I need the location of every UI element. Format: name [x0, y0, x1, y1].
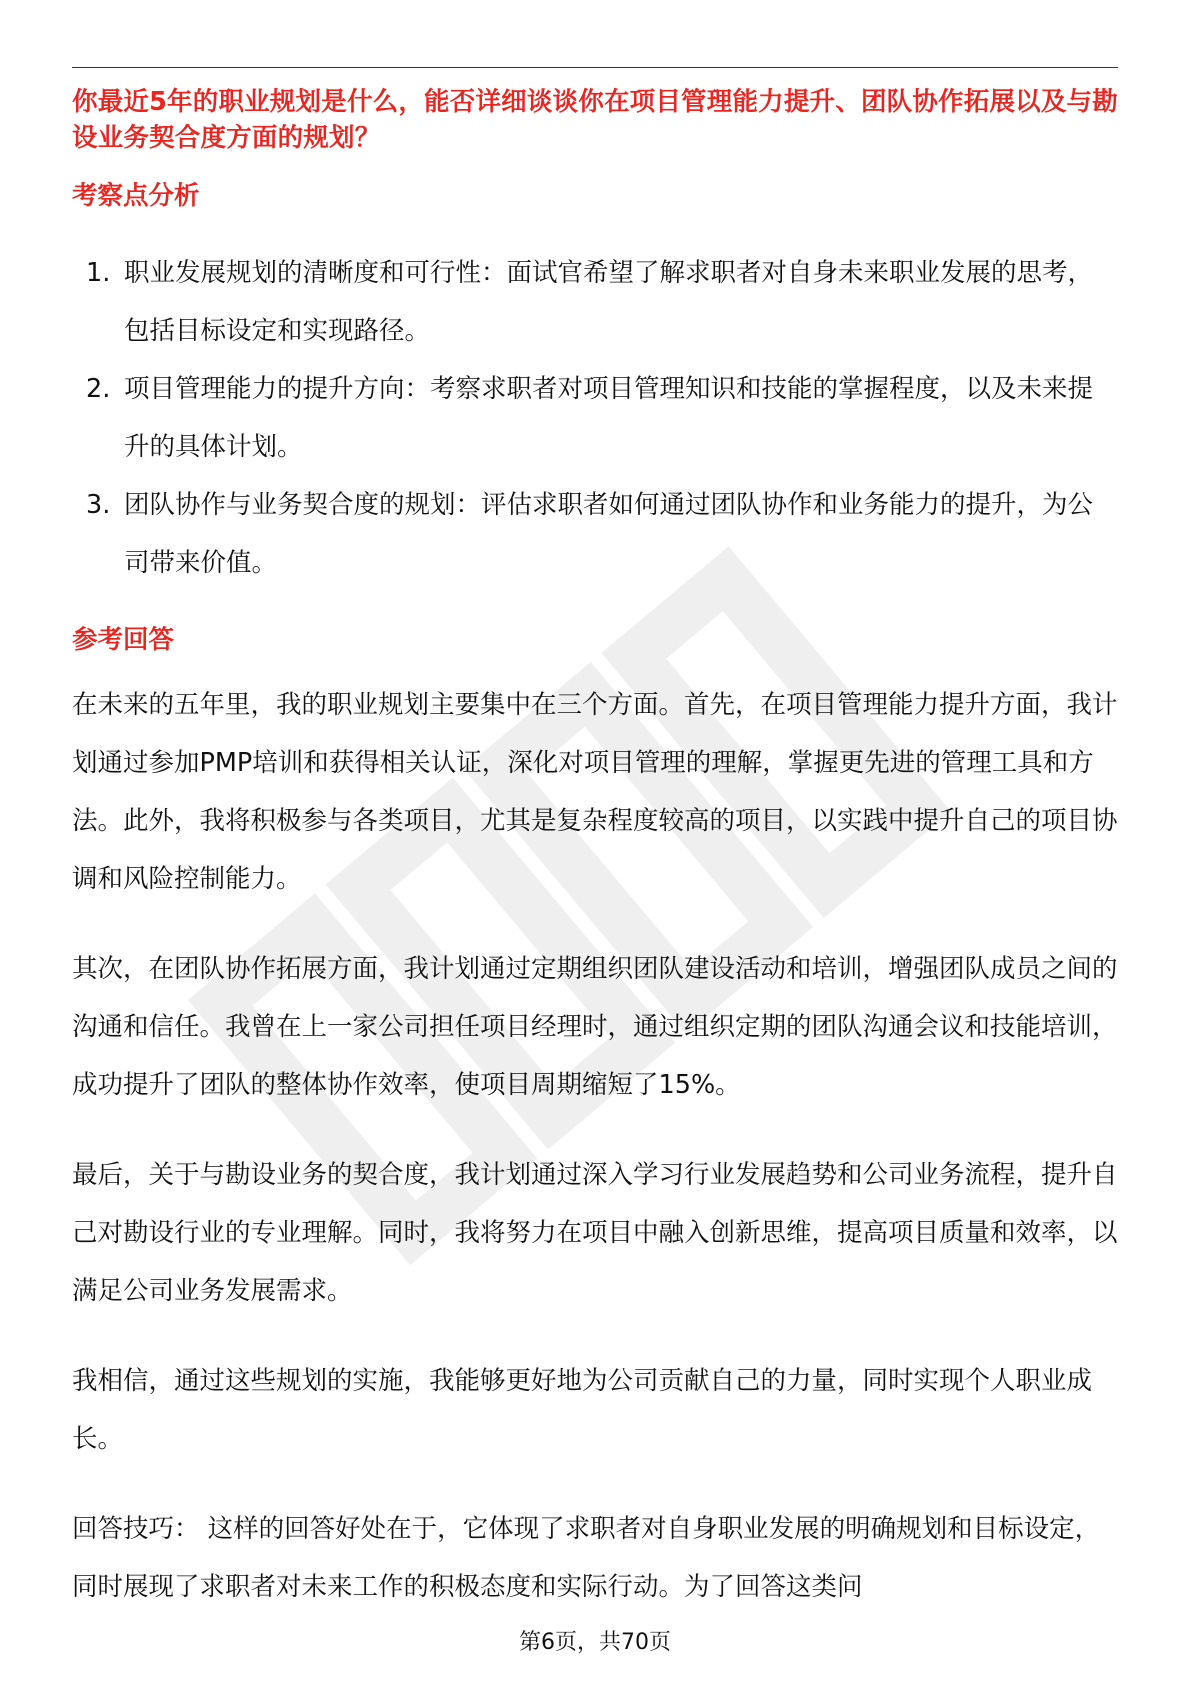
answer-heading: 参考回答	[72, 625, 175, 655]
header-divider	[72, 67, 1118, 68]
list-item	[72, 360, 1118, 476]
answer-paragraph: 在未来的五年里，我的职业规划主要集中在三个方面。首先，在项目管理能力提升方面，我计划通过参加PMP培训和获得相关认证，深化对项目管理的理解，掌握更先进的管理工具和方法。此外，我将积极参与各类项目，尤其是复杂程度较高的项目，以实践中提升自己的项目协调和风险控制能力。	[72, 690, 1118, 894]
analysis-heading: 考察点分析	[72, 181, 200, 211]
answer-tips-paragraph: 回答技巧： 这样的回答好处在于，它体现了求职者对自身职业发展的明确规划和目标设定，同时展现了求职者对未来工作的积极态度和实际行动。为了回答这类问	[72, 1514, 1101, 1602]
list-item-text: 职业发展规划的清晰度和可行性：面试官希望了解求职者对自身未来职业发展的思考，包括目标设定和实现路径。	[124, 258, 1094, 346]
interview-question: 你最近5年的职业规划是什么，能否详细谈谈你在项目管理能力提升、团队协作拓展以及与勘设业务契合度方面的规划？	[72, 87, 1118, 153]
page-number: 第6页，共70页	[519, 1630, 671, 1655]
page-content	[72, 84, 1118, 1616]
list-item-number: 2.	[86, 374, 111, 404]
list-item	[72, 244, 1118, 360]
answer-paragraph: 我相信，通过这些规划的实施，我能够更好地为公司贡献自己的力量，同时实现个人职业成长。	[72, 1366, 1093, 1454]
analysis-points	[72, 244, 1118, 592]
list-item-number: 1.	[86, 258, 111, 288]
list-item-number: 3.	[86, 490, 111, 520]
list-item	[72, 476, 1118, 592]
answer-paragraph: 最后，关于与勘设业务的契合度，我计划通过深入学习行业发展趋势和公司业务流程，提升自己对勘设行业的专业理解。同时，我将努力在项目中融入创新思维，提高项目质量和效率，以满足公司业务发展需求。	[72, 1160, 1118, 1306]
answer-paragraph: 其次，在团队协作拓展方面，我计划通过定期组织团队建设活动和培训，增强团队成员之间的沟通和信任。我曾在上一家公司担任项目经理时，通过组织定期的团队沟通会议和技能培训，成功提升了团队的整体协作效率，使项目周期缩短了15%。	[72, 954, 1118, 1100]
list-item-text: 团队协作与业务契合度的规划：评估求职者如何通过团队协作和业务能力的提升，为公司带来价值。	[124, 490, 1094, 578]
list-item-text: 项目管理能力的提升方向：考察求职者对项目管理知识和技能的掌握程度，以及未来提升的具体计划。	[124, 374, 1094, 462]
